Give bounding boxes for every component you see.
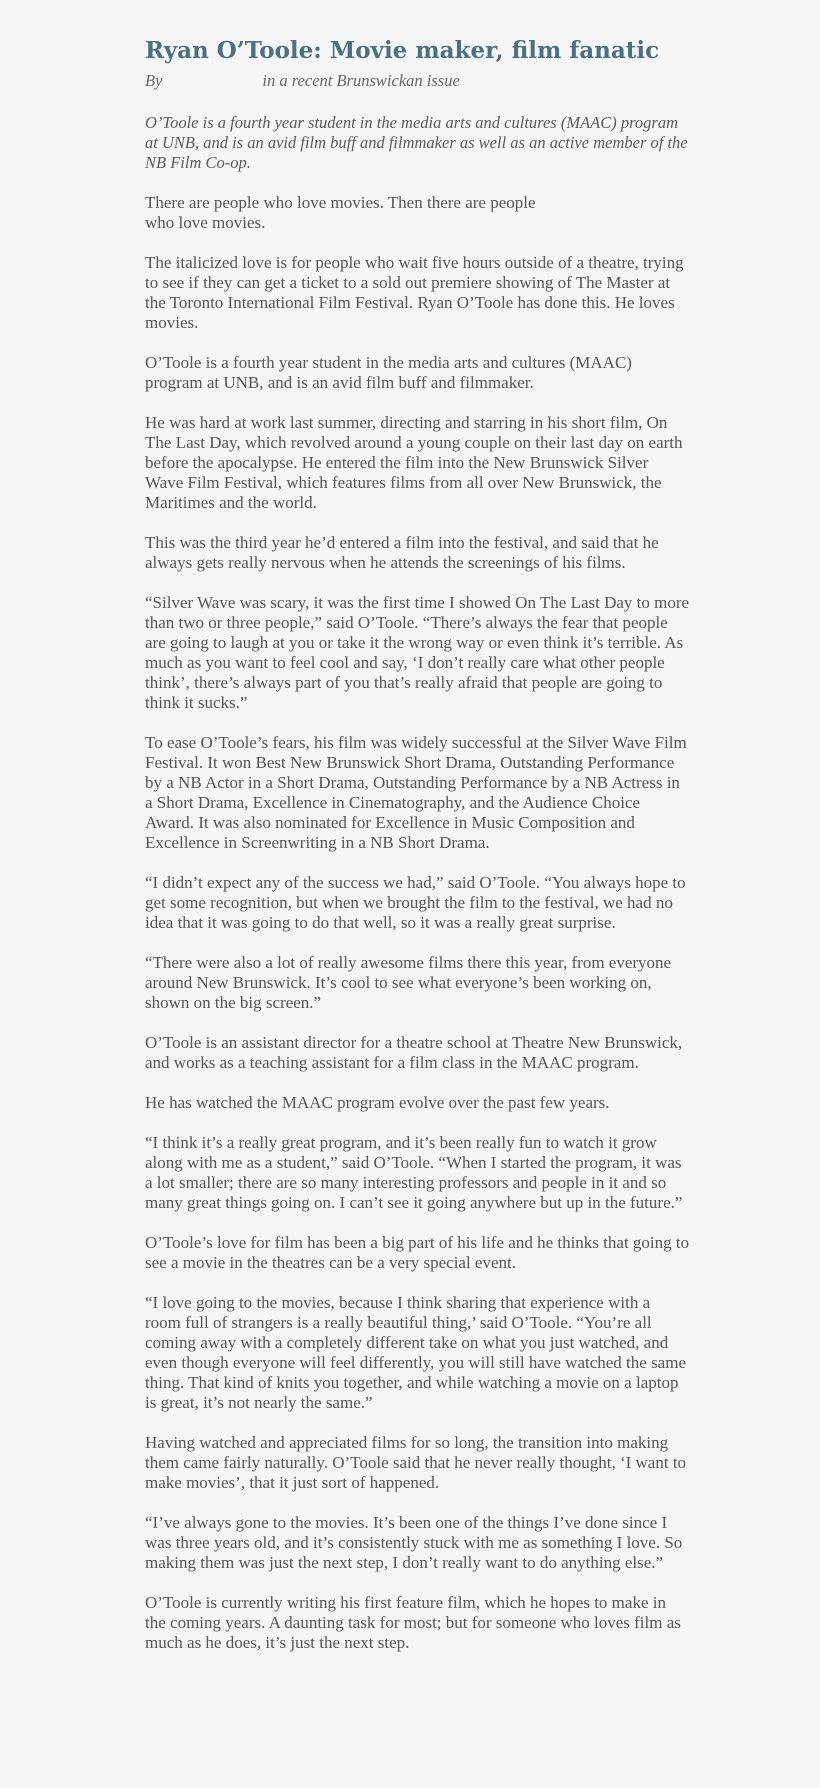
paragraph-1: There are people who love movies. Then there are people who love movies. [145, 193, 536, 232]
byline-prefix: By [145, 71, 163, 90]
paragraph-10: O’Toole is an assistant director for a theatre school at Theatre New Brunswick, and works as a teaching assistant for a film class in the MAAC program. [145, 1033, 683, 1072]
article [145, 34, 690, 1653]
paragraph-2: The italicized love is for people who wait five hours outside of a theatre, trying to see if they can get a ticket to a sold out premiere showing of The Master at the Toronto International Film Festival. Ryan O’Toole has done this. He loves movies. [145, 253, 684, 332]
paragraph-13: O’Toole’s love for film has been a big part of his life and he thinks that going to see a movie in the theatres can be a very special event. [145, 1233, 690, 1272]
paragraph-15: Having watched and appreciated films for so long, the transition into making them came fairly naturally. O’Toole said that he never really thought, ‘I want to make movies’, that it just sort of happened. [145, 1433, 687, 1492]
article-title: Ryan O’Toole: Movie maker, film fanatic [145, 37, 660, 64]
paragraph-11: He has watched the MAAC program evolve over the past few years. [145, 1093, 610, 1112]
paragraph-9: “There were also a lot of really awesome films there this year, from everyone around New Brunswick. It’s cool to see what everyone’s been working on, shown on the big screen.” [145, 953, 672, 1012]
paragraph-17: O’Toole is currently writing his first feature film, which he hopes to make in the coming years. A daunting task for most; but for someone who loves film as much as he does, it’s just the next step. [145, 1593, 681, 1652]
byline-suffix: in a recent Brunswickan issue [262, 71, 460, 90]
paragraph-14: “I love going to the movies, because I think sharing that experience with a room full of strangers is a really beautiful thing,’ said O’Toole. “You’re all coming away with a completely different take on what you just watched, and even though everyone will feel differently, you will still have watched the same thing. That kind of knits you together, and while watching a movie on a laptop is great, it’s not nearly the same.” [145, 1293, 686, 1412]
paragraph-16: “I’ve always gone to the movies. It’s been one of the things I’ve done since I was three years old, and it’s consistently stuck with me as something I love. So making them was just the next step, I don’t really want to do anything else.” [145, 1513, 683, 1572]
paragraph-8: “I didn’t expect any of the success we had,” said O’Toole. “You always hope to get some recognition, but when we brought the film to the festival, we had no idea that it was going to do that well, so it was a really great surprise. [145, 873, 686, 932]
paragraph-5: This was the third year he’d entered a film into the festival, and said that he always gets really nervous when he attends the screenings of his films. [145, 533, 659, 572]
paragraph-3: O’Toole is a fourth year student in the media arts and cultures (MAAC) program at UNB, and is an avid film buff and filmmaker. [145, 353, 632, 392]
paragraph-6: “Silver Wave was scary, it was the first time I showed On The Last Day to more than two or three people,” said O’Toole. “There’s always the fear that people are going to laugh at you or take it the wrong way or even think it’s terrible. As much as you want to feel cool and say, ‘I don’t really care what other people think’, there’s always part of you that’s really afraid that people are going to think it sucks.” [145, 593, 690, 712]
paragraph-12: “I think it’s a really great program, and it’s been really fun to watch it grow along with me as a student,” said O’Toole. “When I started the program, it was a lot smaller; there are so many interesting professors and people in it and so many great things going on. I can’t see it going anywhere but up in the future.” [145, 1133, 683, 1212]
article-byline [145, 69, 690, 93]
paragraph-7: To ease O’Toole’s fears, his film was widely successful at the Silver Wave Film Festival. It won Best New Brunswick Short Drama, Outstanding Performance by a NB Actor in a Short Drama, Outstanding Performance by a NB Actress in a Short Drama, Excellence in Cinematography, and the Audience Choice Award. It was also nominated for Excellence in Music Composition and Excellence in Screenwriting in a NB Short Drama. [145, 733, 687, 852]
article-intro: O’Toole is a fourth year student in the media arts and cultures (MAAC) program at UNB, and is an avid film buff and filmmaker as well as an active member of the NB Film Co-op. [145, 113, 688, 172]
paragraph-4: He was hard at work last summer, directing and starring in his short film, On The Last Day, which revolved around a young couple on their last day on earth before the apocalypse. He entered the film into the New Brunswick Silver Wave Film Festival, which features films from all over New Brunswick, the Maritimes and the world. [145, 413, 683, 512]
